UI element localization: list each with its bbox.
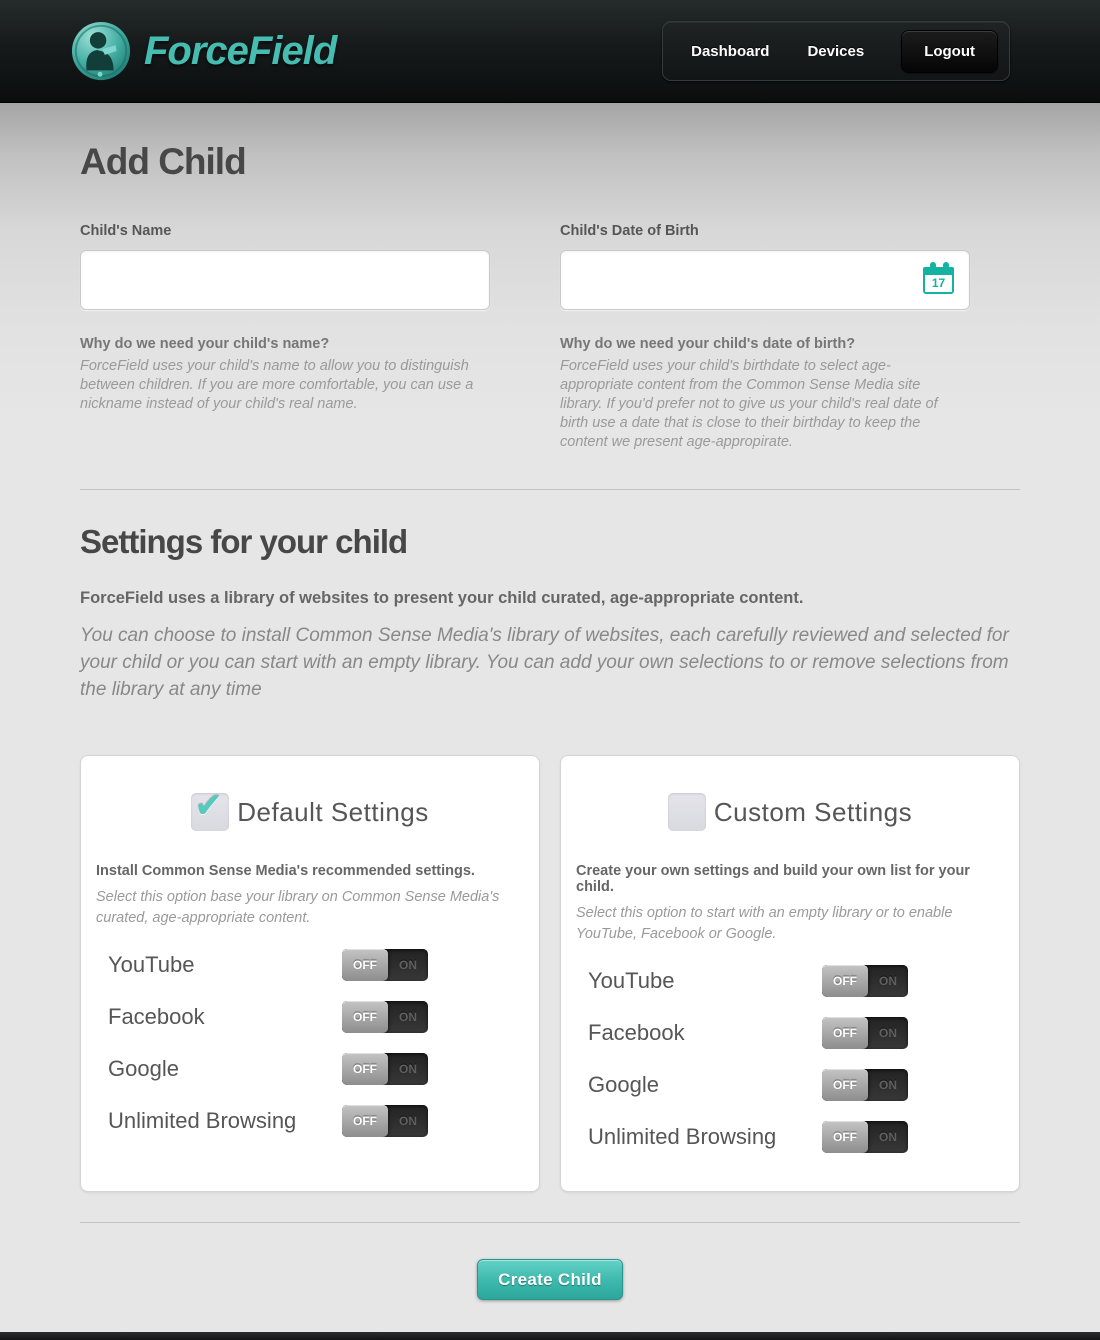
toggle-off-label[interactable]: OFF <box>342 1001 388 1033</box>
dob-field-label: Child's Date of Birth <box>560 223 699 239</box>
name-help <box>80 336 490 452</box>
name-field-label: Child's Name <box>80 223 172 239</box>
service-label: YouTube <box>588 968 675 993</box>
toggle-off-label[interactable]: OFF <box>342 1105 388 1137</box>
toggle-on-label[interactable]: ON <box>879 1026 897 1040</box>
toggle-off-label[interactable]: OFF <box>822 1069 868 1101</box>
service-label: Facebook <box>588 1020 685 1045</box>
section-divider <box>80 489 1020 490</box>
child-name-input[interactable] <box>80 250 490 310</box>
brand[interactable] <box>70 20 336 82</box>
custom-settings-title: Custom Settings <box>713 796 913 827</box>
toggle-on-label[interactable]: ON <box>399 1010 417 1024</box>
create-child-button[interactable]: Create Child <box>477 1259 623 1300</box>
main-nav <box>662 21 1010 81</box>
service-row-google <box>588 1069 908 1101</box>
name-help-body: ForceField uses your child's name to allow you to distinguish between children. If you are more comfortable, you can use a nickname instead of your child's real name. <box>80 358 474 412</box>
unlimited-browsing-toggle[interactable] <box>822 1121 908 1153</box>
app-header <box>0 0 1100 103</box>
default-settings-title: Default Settings <box>237 796 429 827</box>
dob-help <box>560 336 970 452</box>
facebook-toggle[interactable] <box>342 1001 428 1033</box>
calendar-icon[interactable] <box>923 267 954 294</box>
default-settings-desc-bold: Install Common Sense Media's recommended settings. <box>96 863 475 879</box>
service-label: YouTube <box>108 952 195 977</box>
name-field-group <box>80 223 490 310</box>
service-row-unlimited-browsing <box>588 1121 908 1153</box>
settings-section-title: Settings for your child <box>80 523 408 560</box>
name-help-title: Why do we need your child's name? <box>80 336 330 352</box>
google-toggle[interactable] <box>342 1053 428 1085</box>
page-body <box>0 103 1100 1340</box>
toggle-off-label[interactable]: OFF <box>342 949 388 981</box>
service-row-youtube <box>108 949 428 981</box>
service-label: Unlimited Browsing <box>108 1108 297 1133</box>
service-label: Unlimited Browsing <box>588 1124 777 1149</box>
toggle-on-label[interactable]: ON <box>879 1078 897 1092</box>
default-settings-desc-italic: Select this option base your library on Common Sense Media's curated, age-appropriate content. <box>96 889 500 926</box>
service-row-facebook <box>588 1017 908 1049</box>
facebook-toggle[interactable] <box>822 1017 908 1049</box>
settings-lead-bold: ForceField uses a library of websites to present your child curated, age-appropriate content. <box>80 589 804 607</box>
bottom-divider <box>80 1222 1020 1223</box>
toggle-off-label[interactable]: OFF <box>822 1121 868 1153</box>
toggle-on-label[interactable]: ON <box>879 974 897 988</box>
dob-help-body: ForceField uses your child's birthdate to select age-appropriate content from the Common Sense Media site library. If you'd prefer not to give us your child's real date of birth use a date that is close to their birthday to keep the content we present age-appropirate. <box>560 358 938 450</box>
brand-name: ForceField <box>144 28 337 73</box>
nav-dashboard[interactable]: Dashboard <box>691 42 770 60</box>
service-row-unlimited-browsing <box>108 1105 428 1137</box>
service-row-google <box>108 1053 428 1085</box>
footer-bar <box>0 1332 1100 1340</box>
unlimited-browsing-toggle[interactable] <box>342 1105 428 1137</box>
default-settings-card <box>80 755 540 1192</box>
child-form <box>80 223 1020 452</box>
toggle-on-label[interactable]: ON <box>399 1062 417 1076</box>
nav-devices[interactable]: Devices <box>807 42 865 60</box>
dob-help-title: Why do we need your child's date of birth? <box>560 336 856 352</box>
service-label: Facebook <box>108 1004 205 1029</box>
service-row-facebook <box>108 1001 428 1033</box>
settings-lead-italic: You can choose to install Common Sense Media's library of websites, each carefully reviewed and selected for your child or you can start with an empty library. You can add your own selections to or remove selections from the library at any time <box>80 625 1009 700</box>
custom-settings-card <box>560 755 1020 1192</box>
checkmark-icon: ✔ <box>194 787 223 825</box>
youtube-toggle[interactable] <box>822 965 908 997</box>
toggle-on-label[interactable]: ON <box>399 1114 417 1128</box>
youtube-toggle[interactable] <box>342 949 428 981</box>
service-label: Google <box>108 1056 179 1081</box>
custom-settings-checkbox[interactable] <box>668 793 706 831</box>
toggle-off-label[interactable]: OFF <box>822 965 868 997</box>
page-title: Add Child <box>80 141 246 182</box>
google-toggle[interactable] <box>822 1069 908 1101</box>
service-label: Google <box>588 1072 659 1097</box>
toggle-off-label[interactable]: OFF <box>822 1017 868 1049</box>
custom-settings-desc-italic: Select this option to start with an empty library or to enable YouTube, Facebook or Google. <box>576 905 953 942</box>
toggle-on-label[interactable]: ON <box>879 1130 897 1144</box>
custom-settings-desc-bold: Create your own settings and build your own list for your child. <box>576 863 970 895</box>
dob-field-group <box>560 223 970 310</box>
calendar-day-number: 17 <box>931 276 946 290</box>
default-settings-checkbox[interactable] <box>191 787 229 831</box>
child-dob-input[interactable] <box>560 250 970 310</box>
toggle-on-label[interactable]: ON <box>399 958 417 972</box>
service-row-youtube <box>588 965 908 997</box>
toggle-off-label[interactable]: OFF <box>342 1053 388 1085</box>
forcefield-logo-icon <box>70 20 132 82</box>
settings-cards <box>80 755 1020 1192</box>
nav-logout-button[interactable]: Logout <box>902 31 997 72</box>
